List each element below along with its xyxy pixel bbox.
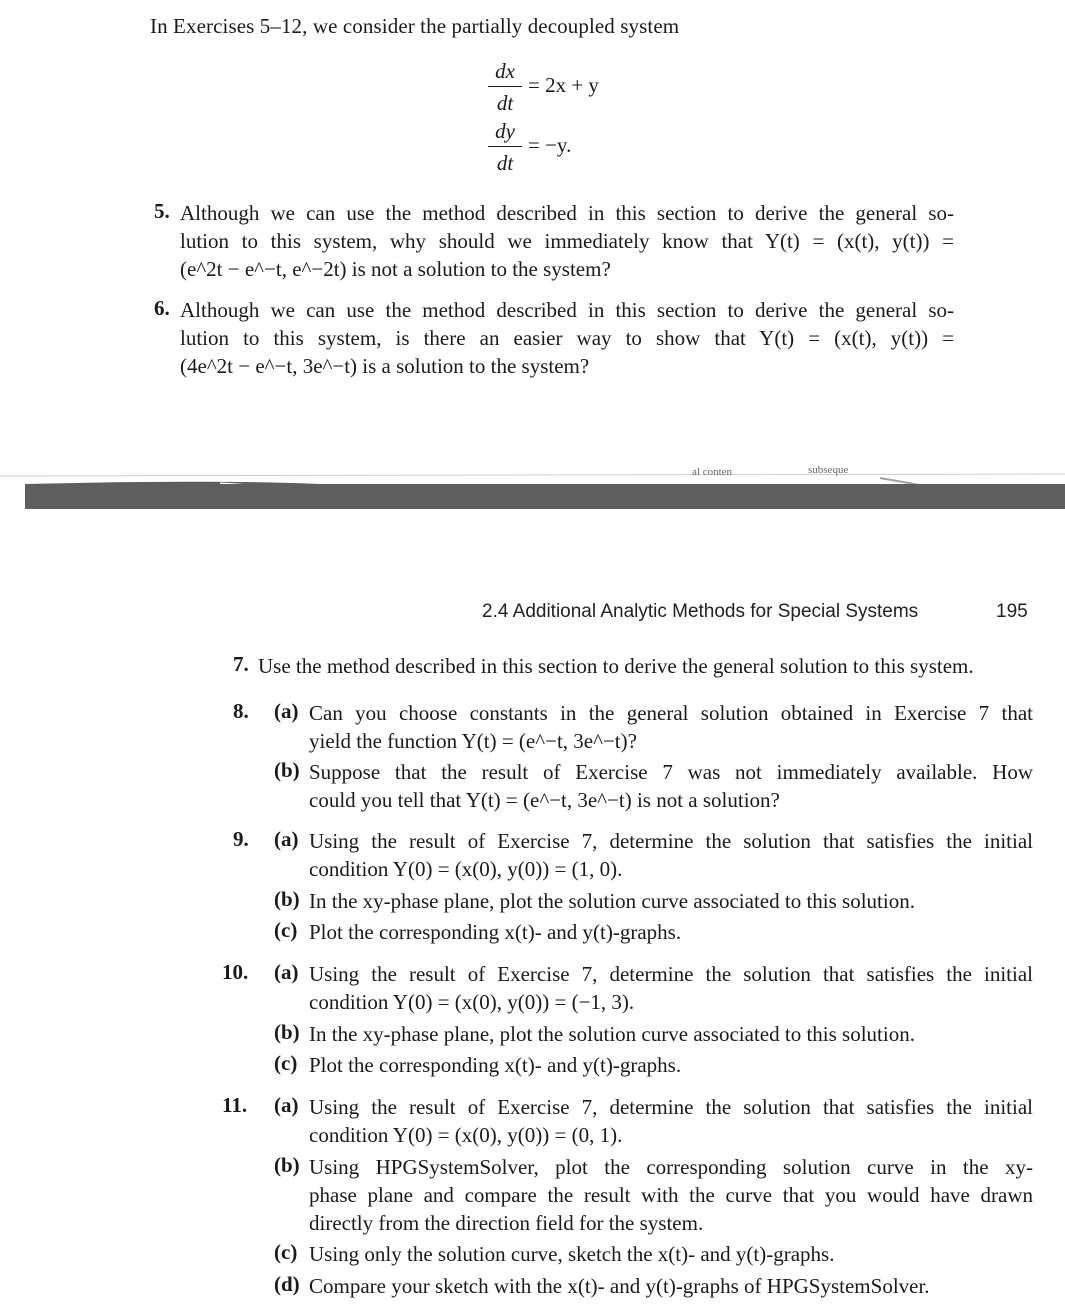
exercise-11c-text [309,1240,834,1268]
exercise-6-text [180,296,954,380]
eq2-numerator: dy [495,119,515,143]
exercise-9b-label: (b) [274,887,300,911]
exercise-line: could you tell that Y(t) = (e^−t, 3e^−t) is not a solution? [309,788,780,812]
exercise-line: Plot the corresponding x(t)- and y(t)-graphs. [309,920,682,944]
exercise-9-number: 9. [233,827,249,851]
exercise-line: condition Y(0) = (x(0), y(0)) = (0, 1). [309,1123,623,1147]
exercise-9a-label: (a) [274,827,299,851]
exercise-line: Although we can use the method described in this section to derive the general so- [180,201,954,225]
exercise-7-number: 7. [233,652,249,676]
exercise-9c-label: (c) [274,918,298,942]
exercise-9b-text [309,887,915,915]
exercise-line: Can you choose constants in the general solution obtained in Exercise 7 that [309,701,1033,725]
running-head: 2.4 Additional Analytic Methods for Special Systems [482,601,919,622]
exercise-line: Using only the solution curve, sketch the x(t)- and y(t)-graphs. [309,1242,835,1266]
equation-1-rhs: = 2x + y [528,73,599,97]
exercise-8b-text [309,758,1033,814]
exercise-line: (e^2t − e^−t, e^−2t) is not a solution to the system? [180,257,611,281]
exercise-11a-label: (a) [274,1093,299,1117]
exercise-10c-label: (c) [274,1051,298,1075]
exercise-line: directly from the direction field for the system. [309,1211,704,1235]
equation-2-rhs: = −y. [528,133,572,157]
exercise-8a-label: (a) [274,699,299,723]
exercise-11a-text [309,1093,1033,1149]
exercise-8b-label: (b) [274,758,300,782]
fraction-bar [488,146,522,147]
exercise-line: condition Y(0) = (x(0), y(0)) = (1, 0). [309,857,623,881]
equation-1-lhs [488,58,522,116]
exercise-9a-text [309,827,1033,883]
fold-text-fragment: subseque [808,464,849,476]
exercise-7-text [258,652,974,680]
exercise-8a-text [309,699,1033,755]
eq2-denominator: dt [496,151,514,175]
exercise-line: (4e^2t − e^−t, 3e^−t) is a solution to the system? [180,354,590,378]
intro-text: In Exercises 5–12, we consider the partially decoupled system [150,14,680,38]
eq1-numerator: dx [495,59,515,83]
exercise-8-number: 8. [233,699,249,723]
fold-text-fragment: al conten [692,466,733,478]
exercise-5-number: 5. [154,199,170,223]
exercise-11d-text [309,1272,930,1300]
exercise-line: Although we can use the method described in this section to derive the general so- [180,298,954,322]
exercise-10-number: 10. [222,960,249,984]
exercise-line: lution to this system, is there an easier way to show that Y(t) = (x(t), y(t)) = [180,326,954,350]
exercise-11d-label: (d) [274,1272,300,1296]
exercise-10c-text [309,1051,681,1079]
page-number: 195 [996,601,1028,622]
exercise-line: yield the function Y(t) = (e^−t, 3e^−t)? [309,729,637,753]
exercise-line: condition Y(0) = (x(0), y(0)) = (−1, 3). [309,990,635,1014]
fraction-bar [488,86,522,87]
exercise-line: Using HPGSystemSolver, plot the corresponding solution curve in the xy- [309,1155,1033,1179]
exercise-line: lution to this system, why should we immediately know that Y(t) = (x(t), y(t)) = [180,229,954,253]
exercise-line: Suppose that the result of Exercise 7 was not immediately available. How [309,760,1033,784]
exercise-11b-label: (b) [274,1153,300,1177]
exercise-5-text [180,199,954,283]
exercise-10a-label: (a) [274,960,299,984]
exercise-line: Compare your sketch with the x(t)- and y(t)-graphs of HPGSystemSolver. [309,1274,930,1298]
exercise-line: In the xy-phase plane, plot the solution curve associated to this solution. [309,1022,915,1046]
exercise-line: Using the result of Exercise 7, determine the solution that satisfies the initial [309,829,1033,853]
exercise-10a-text [309,960,1033,1016]
exercise-9c-text [309,918,681,946]
equation-2-lhs [488,118,522,176]
exercise-11-number: 11. [222,1093,248,1117]
exercise-11b-text [309,1153,1033,1237]
exercise-line: Plot the corresponding x(t)- and y(t)-graphs. [309,1053,682,1077]
exercise-11c-label: (c) [274,1240,298,1264]
exercise-line: Using the result of Exercise 7, determine the solution that satisfies the initial [309,962,1033,986]
exercise-6-number: 6. [154,296,170,320]
page-fold-strip [25,484,1065,509]
eq1-denominator: dt [496,91,514,115]
exercise-line: In the xy-phase plane, plot the solution curve associated to this solution. [309,889,915,913]
exercise-10b-text [309,1020,915,1048]
exercise-line: phase plane and compare the result with the curve that you would have drawn [309,1183,1033,1207]
exercise-line: Use the method described in this section to derive the general solution to this system. [258,654,974,678]
exercise-line: Using the result of Exercise 7, determine the solution that satisfies the initial [309,1095,1033,1119]
exercise-10b-label: (b) [274,1020,300,1044]
